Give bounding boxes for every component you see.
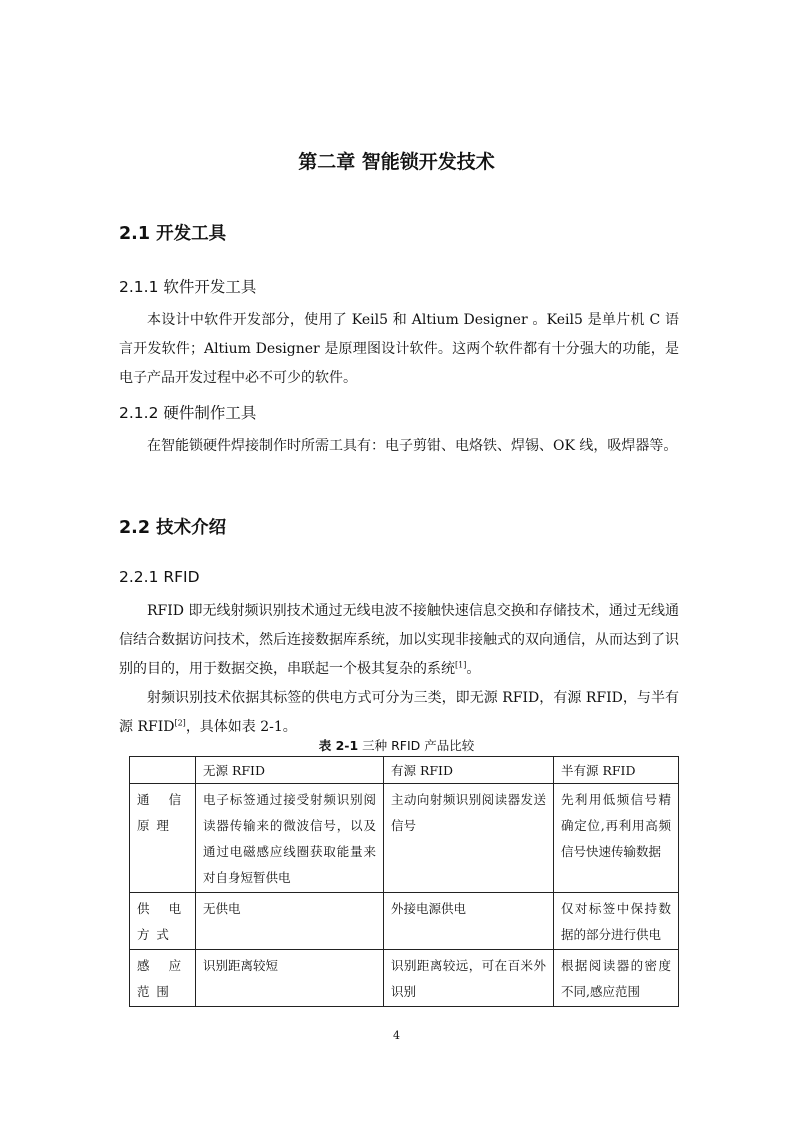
table-header-cell xyxy=(130,757,196,784)
section-2-1-1-heading: 2.1.1 软件开发工具 xyxy=(119,278,257,296)
section-2-2-1-heading: 2.2.1 RFID xyxy=(119,568,200,586)
table-row xyxy=(130,950,679,1007)
table-cell: 无供电 xyxy=(196,893,384,950)
table-cell: 识别距离较短 xyxy=(196,950,384,1007)
table-cell: 主动向射频识别阅读器发送信号 xyxy=(384,784,554,893)
table-cell: 电子标签通过接受射频识别阅读器传输来的微波信号，以及通过电磁感应线圈获取能量来对自身短暂供电 xyxy=(196,784,384,893)
citation-1[interactable]: [1] xyxy=(455,660,467,670)
citation-2[interactable]: [2] xyxy=(174,718,186,728)
table-cell: 先利用低频信号精确定位,再利用高频信号快速传输数据 xyxy=(554,784,679,893)
table-caption-label: 表 2-1 xyxy=(318,738,359,753)
rfid-paragraph-2: 射频识别技术依据其标签的供电方式可分为三类，即无源 RFID，有源 RFID，与半有源 RFID[2]，具体如表 2-1。 xyxy=(119,690,679,735)
row-label: 供电方式 xyxy=(130,893,196,950)
table-cell: 根据阅读器的密度不同,感应范围 xyxy=(554,950,679,1007)
table-header-row xyxy=(130,757,679,784)
table-row xyxy=(130,784,679,893)
table-caption xyxy=(0,736,793,754)
table-header-cell: 半有源 RFID xyxy=(554,757,679,784)
section-2-1-2-paragraph: 在智能锁硬件焊接制作时所需工具有：电子剪钳、电烙铁、焊锡、OK 线，吸焊器等。 xyxy=(147,438,678,454)
section-2-1-2-heading: 2.1.2 硬件制作工具 xyxy=(119,404,257,422)
table-row xyxy=(130,893,679,950)
chapter-title: 第二章 智能锁开发技术 xyxy=(298,151,495,173)
row-label: 感应范围 xyxy=(130,950,196,1007)
table-caption-text: 三种 RFID 产品比较 xyxy=(362,738,475,753)
table-header-cell: 有源 RFID xyxy=(384,757,554,784)
rfid-comparison-table xyxy=(129,756,679,1007)
section-2-1-heading: 2.1 开发工具 xyxy=(119,224,227,244)
page-number: 4 xyxy=(393,1029,400,1042)
section-2-2-heading: 2.2 技术介绍 xyxy=(119,518,227,538)
section-2-2-1-body xyxy=(119,597,679,742)
rfid-comparison-table-wrap xyxy=(129,756,680,1026)
section-2-1-1-paragraph: 本设计中软件开发部分，使用了 Keil5 和 Altium Designer 。Keil5 是单片机 C 语言开发软件；Altium Designer 是原理图设计软件。这两个软件都有十分强大的功能，是电子产品开发过程中必不可少的软件。 xyxy=(119,312,679,386)
table-cell: 识别距离较远，可在百米外识别 xyxy=(384,950,554,1007)
row-label: 通信原理 xyxy=(130,784,196,893)
table-header-cell: 无源 RFID xyxy=(196,757,384,784)
rfid-paragraph-1: RFID 即无线射频识别技术通过无线电波不接触快速信息交换和存储技术，通过无线通信结合数据访问技术，然后连接数据库系统，加以实现非接触式的双向通信，从而达到了识别的目的，用于数据交换，串联起一个极其复杂的系统[1]。 xyxy=(119,603,679,677)
table-cell: 仅对标签中保持数据的部分进行供电 xyxy=(554,893,679,950)
table-cell: 外接电源供电 xyxy=(384,893,554,950)
